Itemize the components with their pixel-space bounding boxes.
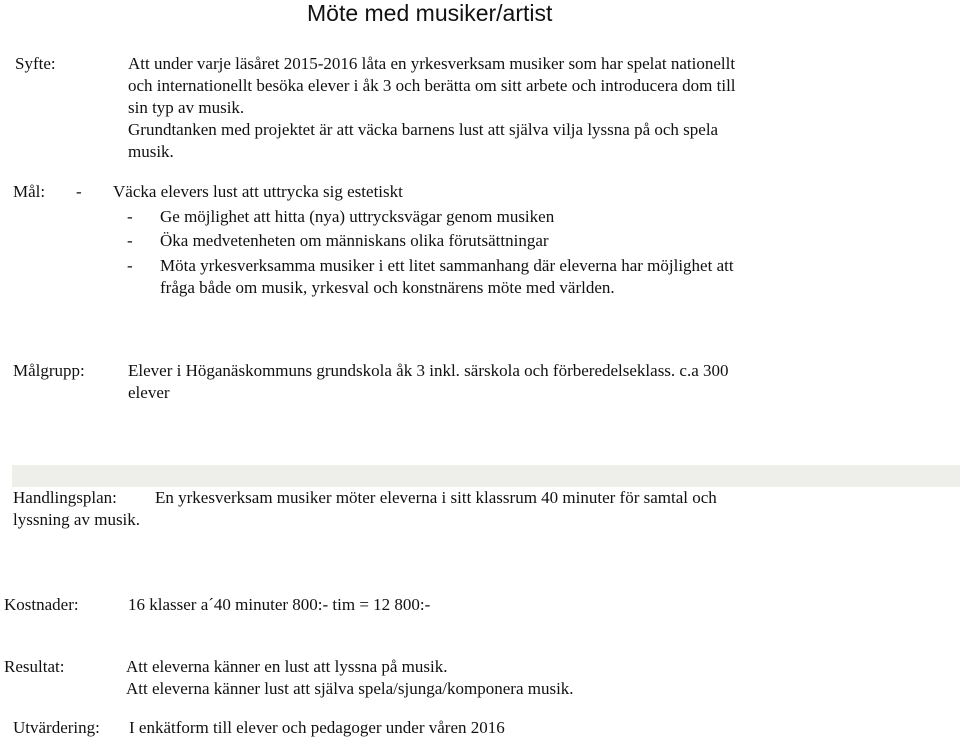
page-title: Möte med musiker/artist (307, 0, 553, 26)
mal-bullet-dash: - (127, 256, 133, 275)
handlingsplan-label: Handlingsplan: (13, 488, 117, 507)
kostnader-text: 16 klasser a´40 minuter 800:- tim = 12 800:- (128, 595, 431, 614)
mal-bullet: Möta yrkesverksamma musiker i ett litet sammanhang där eleverna har möjlighet att (160, 256, 734, 275)
kostnader-label: Kostnader: (4, 595, 79, 614)
syfte-line: och internationellt besöka elever i åk 3 och berätta om sitt arbete och introducera dom till (128, 76, 736, 95)
mal-bullet: Ge möjlighet att hitta (nya) uttrycksvägar genom musiken (160, 207, 555, 226)
resultat-line: Att eleverna känner lust att själva spela/sjunga/komponera musik. (126, 679, 574, 698)
syfte-line: Att under varje läsåret 2015-2016 låta en yrkesverksam musiker som har spelat nationellt (128, 54, 736, 73)
mal-label: Mål: (13, 182, 46, 201)
mal-bullet-dash: - (127, 231, 133, 250)
mal-dash: - (76, 182, 82, 201)
resultat-label: Resultat: (4, 657, 65, 676)
section-divider-bar (12, 465, 960, 487)
syfte-line: sin typ av musik. (128, 98, 245, 117)
handlingsplan-line: lyssning av musik. (13, 510, 141, 529)
mal-main: Väcka elevers lust att uttrycka sig estetiskt (113, 182, 403, 201)
syfte-label: Syfte: (15, 54, 56, 73)
mal-bullet: Öka medvetenheten om människans olika förutsättningar (160, 231, 549, 250)
malgrupp-label: Målgrupp: (13, 361, 85, 380)
syfte-line: Grundtanken med projektet är att väcka barnens lust att själva vilja lyssna på och spela (128, 120, 719, 139)
malgrupp-line: Elever i Höganäskommuns grundskola åk 3 inkl. särskola och förberedelseklass. c.a 300 (128, 361, 729, 380)
syfte-line: musik. (128, 142, 174, 161)
resultat-line: Att eleverna känner en lust att lyssna på musik. (126, 657, 448, 676)
handlingsplan-line: En yrkesverksam musiker möter eleverna i sitt klassrum 40 minuter för samtal och (155, 488, 717, 507)
mal-bullet-dash: - (127, 207, 133, 226)
mal-bullet-continuation: fråga både om musik, yrkesval och konstnärens möte med världen. (160, 278, 615, 297)
utvardering-text: I enkätform till elever och pedagoger under våren 2016 (129, 718, 505, 737)
malgrupp-line: elever (128, 383, 170, 402)
utvardering-label: Utvärdering: (13, 718, 100, 737)
